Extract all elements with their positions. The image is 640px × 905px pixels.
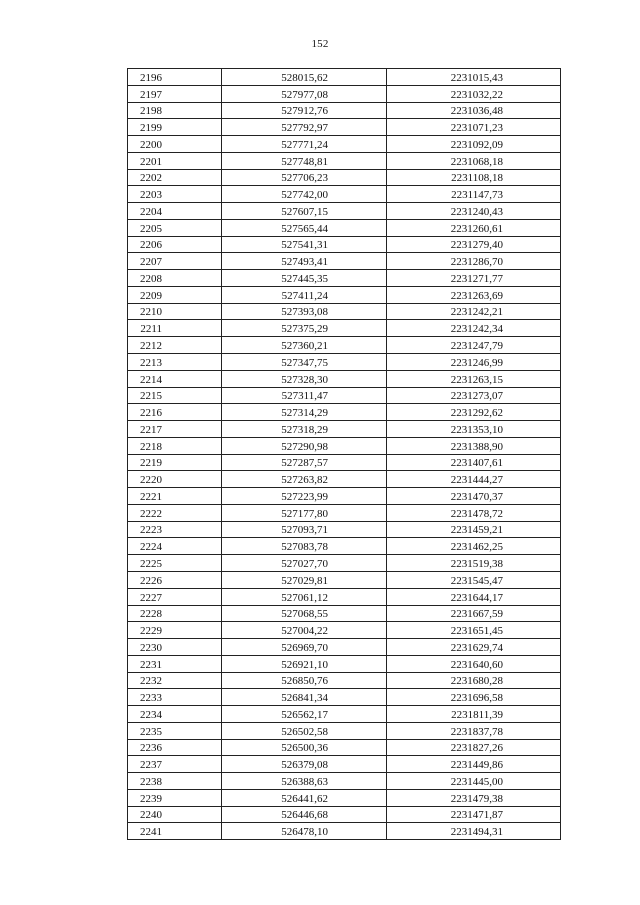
- y-coordinate-cell: 2231519,38: [387, 555, 561, 572]
- x-coordinate-cell: 526502,58: [222, 722, 387, 739]
- y-coordinate-cell: 2231667,59: [387, 605, 561, 622]
- y-coordinate-cell: 2231462,25: [387, 538, 561, 555]
- table-row: [128, 722, 561, 739]
- x-coordinate-cell: 527771,24: [222, 136, 387, 153]
- y-coordinate-cell: 2231032,22: [387, 85, 561, 102]
- y-coordinate-cell: 2231471,87: [387, 806, 561, 823]
- x-coordinate-cell: 527029,81: [222, 571, 387, 588]
- table-row: [128, 69, 561, 86]
- table-row: [128, 169, 561, 186]
- y-coordinate-cell: 2231449,86: [387, 756, 561, 773]
- table-row: [128, 102, 561, 119]
- y-coordinate-cell: 2231478,72: [387, 504, 561, 521]
- x-coordinate-cell: 527347,75: [222, 354, 387, 371]
- y-coordinate-cell: 2231242,21: [387, 303, 561, 320]
- point-number-cell: 2216: [128, 404, 222, 421]
- x-coordinate-cell: 527223,99: [222, 488, 387, 505]
- page-number: 152: [311, 38, 329, 50]
- table-row: [128, 538, 561, 555]
- y-coordinate-cell: 2231247,79: [387, 337, 561, 354]
- point-number-cell: 2226: [128, 571, 222, 588]
- table-row: [128, 672, 561, 689]
- x-coordinate-cell: 527318,29: [222, 421, 387, 438]
- table-row: [128, 789, 561, 806]
- point-number-cell: 2241: [128, 823, 222, 840]
- table-row: [128, 488, 561, 505]
- y-coordinate-cell: 2231445,00: [387, 773, 561, 790]
- point-number-cell: 2225: [128, 555, 222, 572]
- y-coordinate-cell: 2231479,38: [387, 789, 561, 806]
- x-coordinate-cell: 527311,47: [222, 387, 387, 404]
- x-coordinate-cell: 526850,76: [222, 672, 387, 689]
- y-coordinate-cell: 2231092,09: [387, 136, 561, 153]
- y-coordinate-cell: 2231494,31: [387, 823, 561, 840]
- coordinates-table: [127, 68, 561, 840]
- x-coordinate-cell: 527314,29: [222, 404, 387, 421]
- point-number-cell: 2208: [128, 270, 222, 287]
- point-number-cell: 2203: [128, 186, 222, 203]
- table-row: [128, 806, 561, 823]
- point-number-cell: 2209: [128, 286, 222, 303]
- table-row: [128, 186, 561, 203]
- point-number-cell: 2205: [128, 219, 222, 236]
- x-coordinate-cell: 527565,44: [222, 219, 387, 236]
- table-row: [128, 370, 561, 387]
- y-coordinate-cell: 2231240,43: [387, 203, 561, 220]
- x-coordinate-cell: 526562,17: [222, 706, 387, 723]
- point-number-cell: 2200: [128, 136, 222, 153]
- x-coordinate-cell: 527263,82: [222, 471, 387, 488]
- point-number-cell: 2240: [128, 806, 222, 823]
- y-coordinate-cell: 2231680,28: [387, 672, 561, 689]
- y-coordinate-cell: 2231263,69: [387, 286, 561, 303]
- x-coordinate-cell: 526446,68: [222, 806, 387, 823]
- table-row: [128, 454, 561, 471]
- table-row: [128, 203, 561, 220]
- y-coordinate-cell: 2231545,47: [387, 571, 561, 588]
- x-coordinate-cell: 527706,23: [222, 169, 387, 186]
- point-number-cell: 2204: [128, 203, 222, 220]
- point-number-cell: 2230: [128, 639, 222, 656]
- table-row: [128, 571, 561, 588]
- x-coordinate-cell: 527411,24: [222, 286, 387, 303]
- point-number-cell: 2238: [128, 773, 222, 790]
- table-row: [128, 85, 561, 102]
- table-row: [128, 504, 561, 521]
- table-row: [128, 756, 561, 773]
- table-row: [128, 303, 561, 320]
- y-coordinate-cell: 2231837,78: [387, 722, 561, 739]
- x-coordinate-cell: 527177,80: [222, 504, 387, 521]
- y-coordinate-cell: 2231827,26: [387, 739, 561, 756]
- point-number-cell: 2224: [128, 538, 222, 555]
- y-coordinate-cell: 2231286,70: [387, 253, 561, 270]
- y-coordinate-cell: 2231273,07: [387, 387, 561, 404]
- table-row: [128, 823, 561, 840]
- x-coordinate-cell: 527742,00: [222, 186, 387, 203]
- y-coordinate-cell: 2231246,99: [387, 354, 561, 371]
- table-row: [128, 337, 561, 354]
- y-coordinate-cell: 2231036,48: [387, 102, 561, 119]
- point-number-cell: 2214: [128, 370, 222, 387]
- y-coordinate-cell: 2231271,77: [387, 270, 561, 287]
- point-number-cell: 2220: [128, 471, 222, 488]
- table-row: [128, 521, 561, 538]
- table-row: [128, 136, 561, 153]
- y-coordinate-cell: 2231242,34: [387, 320, 561, 337]
- point-number-cell: 2234: [128, 706, 222, 723]
- y-coordinate-cell: 2231263,15: [387, 370, 561, 387]
- table-row: [128, 286, 561, 303]
- table-row: [128, 773, 561, 790]
- x-coordinate-cell: 526478,10: [222, 823, 387, 840]
- table-row: [128, 219, 561, 236]
- x-coordinate-cell: 527912,76: [222, 102, 387, 119]
- x-coordinate-cell: 526921,10: [222, 655, 387, 672]
- point-number-cell: 2231: [128, 655, 222, 672]
- x-coordinate-cell: 527360,21: [222, 337, 387, 354]
- y-coordinate-cell: 2231353,10: [387, 421, 561, 438]
- y-coordinate-cell: 2231629,74: [387, 639, 561, 656]
- table-row: [128, 320, 561, 337]
- x-coordinate-cell: 527792,97: [222, 119, 387, 136]
- x-coordinate-cell: 527375,29: [222, 320, 387, 337]
- table-row: [128, 119, 561, 136]
- y-coordinate-cell: 2231071,23: [387, 119, 561, 136]
- point-number-cell: 2223: [128, 521, 222, 538]
- table-row: [128, 588, 561, 605]
- x-coordinate-cell: 527977,08: [222, 85, 387, 102]
- y-coordinate-cell: 2231696,58: [387, 689, 561, 706]
- table-row: [128, 236, 561, 253]
- point-number-cell: 2217: [128, 421, 222, 438]
- y-coordinate-cell: 2231811,39: [387, 706, 561, 723]
- x-coordinate-cell: 526969,70: [222, 639, 387, 656]
- point-number-cell: 2206: [128, 236, 222, 253]
- y-coordinate-cell: 2231407,61: [387, 454, 561, 471]
- table-row: [128, 706, 561, 723]
- y-coordinate-cell: 2231279,40: [387, 236, 561, 253]
- point-number-cell: 2222: [128, 504, 222, 521]
- y-coordinate-cell: 2231292,62: [387, 404, 561, 421]
- x-coordinate-cell: 527093,71: [222, 521, 387, 538]
- point-number-cell: 2202: [128, 169, 222, 186]
- table-row: [128, 253, 561, 270]
- x-coordinate-cell: 527748,81: [222, 152, 387, 169]
- x-coordinate-cell: 526379,08: [222, 756, 387, 773]
- table-row: [128, 270, 561, 287]
- point-number-cell: 2237: [128, 756, 222, 773]
- table-row: [128, 404, 561, 421]
- point-number-cell: 2199: [128, 119, 222, 136]
- table-row: [128, 387, 561, 404]
- point-number-cell: 2219: [128, 454, 222, 471]
- table-row: [128, 739, 561, 756]
- point-number-cell: 2207: [128, 253, 222, 270]
- table-row: [128, 639, 561, 656]
- table-row: [128, 152, 561, 169]
- y-coordinate-cell: 2231015,43: [387, 69, 561, 86]
- point-number-cell: 2239: [128, 789, 222, 806]
- x-coordinate-cell: 527445,35: [222, 270, 387, 287]
- point-number-cell: 2218: [128, 437, 222, 454]
- point-number-cell: 2221: [128, 488, 222, 505]
- y-coordinate-cell: 2231147,73: [387, 186, 561, 203]
- x-coordinate-cell: 527607,15: [222, 203, 387, 220]
- x-coordinate-cell: 526841,34: [222, 689, 387, 706]
- x-coordinate-cell: 527083,78: [222, 538, 387, 555]
- point-number-cell: 2228: [128, 605, 222, 622]
- point-number-cell: 2235: [128, 722, 222, 739]
- x-coordinate-cell: 527004,22: [222, 622, 387, 639]
- point-number-cell: 2210: [128, 303, 222, 320]
- x-coordinate-cell: 528015,62: [222, 69, 387, 86]
- y-coordinate-cell: 2231640,60: [387, 655, 561, 672]
- point-number-cell: 2196: [128, 69, 222, 86]
- y-coordinate-cell: 2231459,21: [387, 521, 561, 538]
- point-number-cell: 2197: [128, 85, 222, 102]
- y-coordinate-cell: 2231651,45: [387, 622, 561, 639]
- y-coordinate-cell: 2231470,37: [387, 488, 561, 505]
- y-coordinate-cell: 2231388,90: [387, 437, 561, 454]
- coordinates-table-body: [128, 69, 561, 840]
- table-row: [128, 437, 561, 454]
- x-coordinate-cell: 527328,30: [222, 370, 387, 387]
- x-coordinate-cell: 527287,57: [222, 454, 387, 471]
- x-coordinate-cell: 527068,55: [222, 605, 387, 622]
- table-row: [128, 605, 561, 622]
- point-number-cell: 2211: [128, 320, 222, 337]
- y-coordinate-cell: 2231260,61: [387, 219, 561, 236]
- y-coordinate-cell: 2231068,18: [387, 152, 561, 169]
- table-row: [128, 689, 561, 706]
- point-number-cell: 2229: [128, 622, 222, 639]
- x-coordinate-cell: 526500,36: [222, 739, 387, 756]
- point-number-cell: 2227: [128, 588, 222, 605]
- table-row: [128, 655, 561, 672]
- x-coordinate-cell: 527493,41: [222, 253, 387, 270]
- x-coordinate-cell: 526388,63: [222, 773, 387, 790]
- table-row: [128, 471, 561, 488]
- x-coordinate-cell: 526441,62: [222, 789, 387, 806]
- point-number-cell: 2233: [128, 689, 222, 706]
- y-coordinate-cell: 2231108,18: [387, 169, 561, 186]
- table-row: [128, 622, 561, 639]
- table-row: [128, 354, 561, 371]
- point-number-cell: 2236: [128, 739, 222, 756]
- x-coordinate-cell: 527393,08: [222, 303, 387, 320]
- point-number-cell: 2213: [128, 354, 222, 371]
- table-row: [128, 555, 561, 572]
- point-number-cell: 2232: [128, 672, 222, 689]
- x-coordinate-cell: 527290,98: [222, 437, 387, 454]
- point-number-cell: 2198: [128, 102, 222, 119]
- x-coordinate-cell: 527061,12: [222, 588, 387, 605]
- x-coordinate-cell: 527541,31: [222, 236, 387, 253]
- point-number-cell: 2215: [128, 387, 222, 404]
- table-row: [128, 421, 561, 438]
- point-number-cell: 2201: [128, 152, 222, 169]
- point-number-cell: 2212: [128, 337, 222, 354]
- x-coordinate-cell: 527027,70: [222, 555, 387, 572]
- y-coordinate-cell: 2231644,17: [387, 588, 561, 605]
- y-coordinate-cell: 2231444,27: [387, 471, 561, 488]
